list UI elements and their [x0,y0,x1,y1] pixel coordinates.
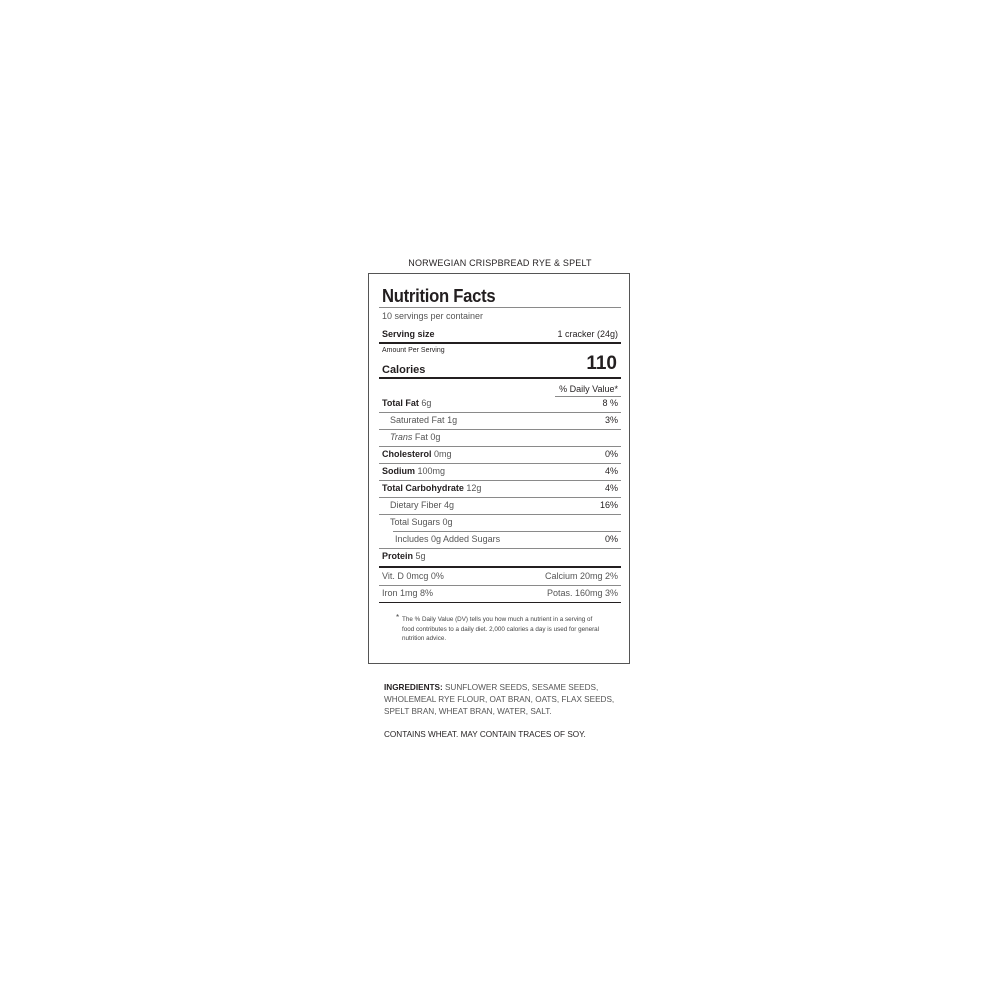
divider [379,585,621,586]
nutrient-name: Protein [382,551,414,561]
vitamin-right: Potas. 160mg 3% [546,588,618,598]
ingredients-text: SUNFLOWER SEEDS, SESAME SEEDS, WHOLEMEAL RYE FLOUR, OAT BRAN, OATS, FLAX SEEDS, SPELT BRAN, WHEAT BRAN, WATER, SALT. [384,683,615,716]
amount-per-serving: Amount Per Serving [382,347,445,354]
calories-label: Calories [382,364,426,376]
nutrient-dv: 8 % [602,398,618,408]
footnote-star: * [396,613,400,622]
nutrient-name: Saturated Fat [390,415,445,425]
nutrient-amount: 0g [442,517,453,527]
vitamin-left: Vit. D 0mcg 0% [382,571,444,581]
divider [379,307,621,308]
divider [379,514,621,515]
divider [555,396,621,397]
daily-value-footnote [396,613,602,644]
serving-size-value: 1 cracker (24g) [557,329,618,339]
daily-value-header: % Daily Value* [559,384,618,394]
vitamin-right: Calcium 20mg 2% [544,571,618,581]
servings-per-container: 10 servings per container [382,311,484,321]
nutrient-dv: 4% [604,483,618,493]
nutrient-name: Total Carbohydrate [382,483,464,493]
allergen-statement: CONTAINS WHEAT. MAY CONTAIN TRACES OF SOY. [384,730,586,739]
divider [379,602,621,603]
divider [379,412,621,413]
nutrient-dv: 0% [604,534,618,544]
nutrient-amount: 6g [421,398,432,408]
nutrient-name: Total Sugars [390,517,441,527]
divider [379,497,621,498]
nutrient-name: Cholesterol [382,449,432,459]
divider [393,531,621,532]
divider [379,429,621,430]
vitamin-left: Iron 1mg 8% [382,588,434,598]
nutrition-facts-panel [368,273,630,664]
nutrient-suffix: Fat [414,432,428,442]
nutrient-dv: 3% [604,415,618,425]
nutrient-name: Sodium [382,466,415,476]
nutrient-amount: 100mg [417,466,446,476]
nutrient-amount: 0mg [434,449,452,459]
nutrient-amount: 4g [444,500,455,510]
divider-thick [379,377,621,379]
product-name: NORWEGIAN CRISPBREAD RYE & SPELT [408,258,592,268]
nutrient-dv: 0% [604,449,618,459]
nutrient-amount: 1g [447,415,458,425]
nutrient-dv: 16% [599,500,618,510]
nutrient-amount: 12g [466,483,482,493]
footnote-text: The % Daily Value (DV) tells you how much a nutrient in a serving of food contributes to a daily diet. 2,000 calories a day is used for general nutrition advice. [402,616,600,642]
divider-thick [379,566,621,568]
nutrient-amount: 5g [415,551,426,561]
divider [379,463,621,464]
nutrient-name: Includes 0g Added Sugars [395,534,501,544]
nutrient-name: Trans [390,432,413,442]
nutrient-dv: 4% [604,466,618,476]
serving-size-label: Serving size [382,329,435,339]
nutrient-amount: 0g [430,432,441,442]
nutrient-name: Total Fat [382,398,419,408]
divider [379,548,621,549]
divider [379,480,621,481]
ingredients [384,682,624,718]
nutrient-name: Dietary Fiber [390,500,442,510]
divider-thick [379,342,621,344]
divider [379,446,621,447]
nutrition-facts-title: Nutrition Facts [382,285,496,306]
calories-value: 110 [586,353,617,374]
ingredients-label: INGREDIENTS: [384,683,443,692]
